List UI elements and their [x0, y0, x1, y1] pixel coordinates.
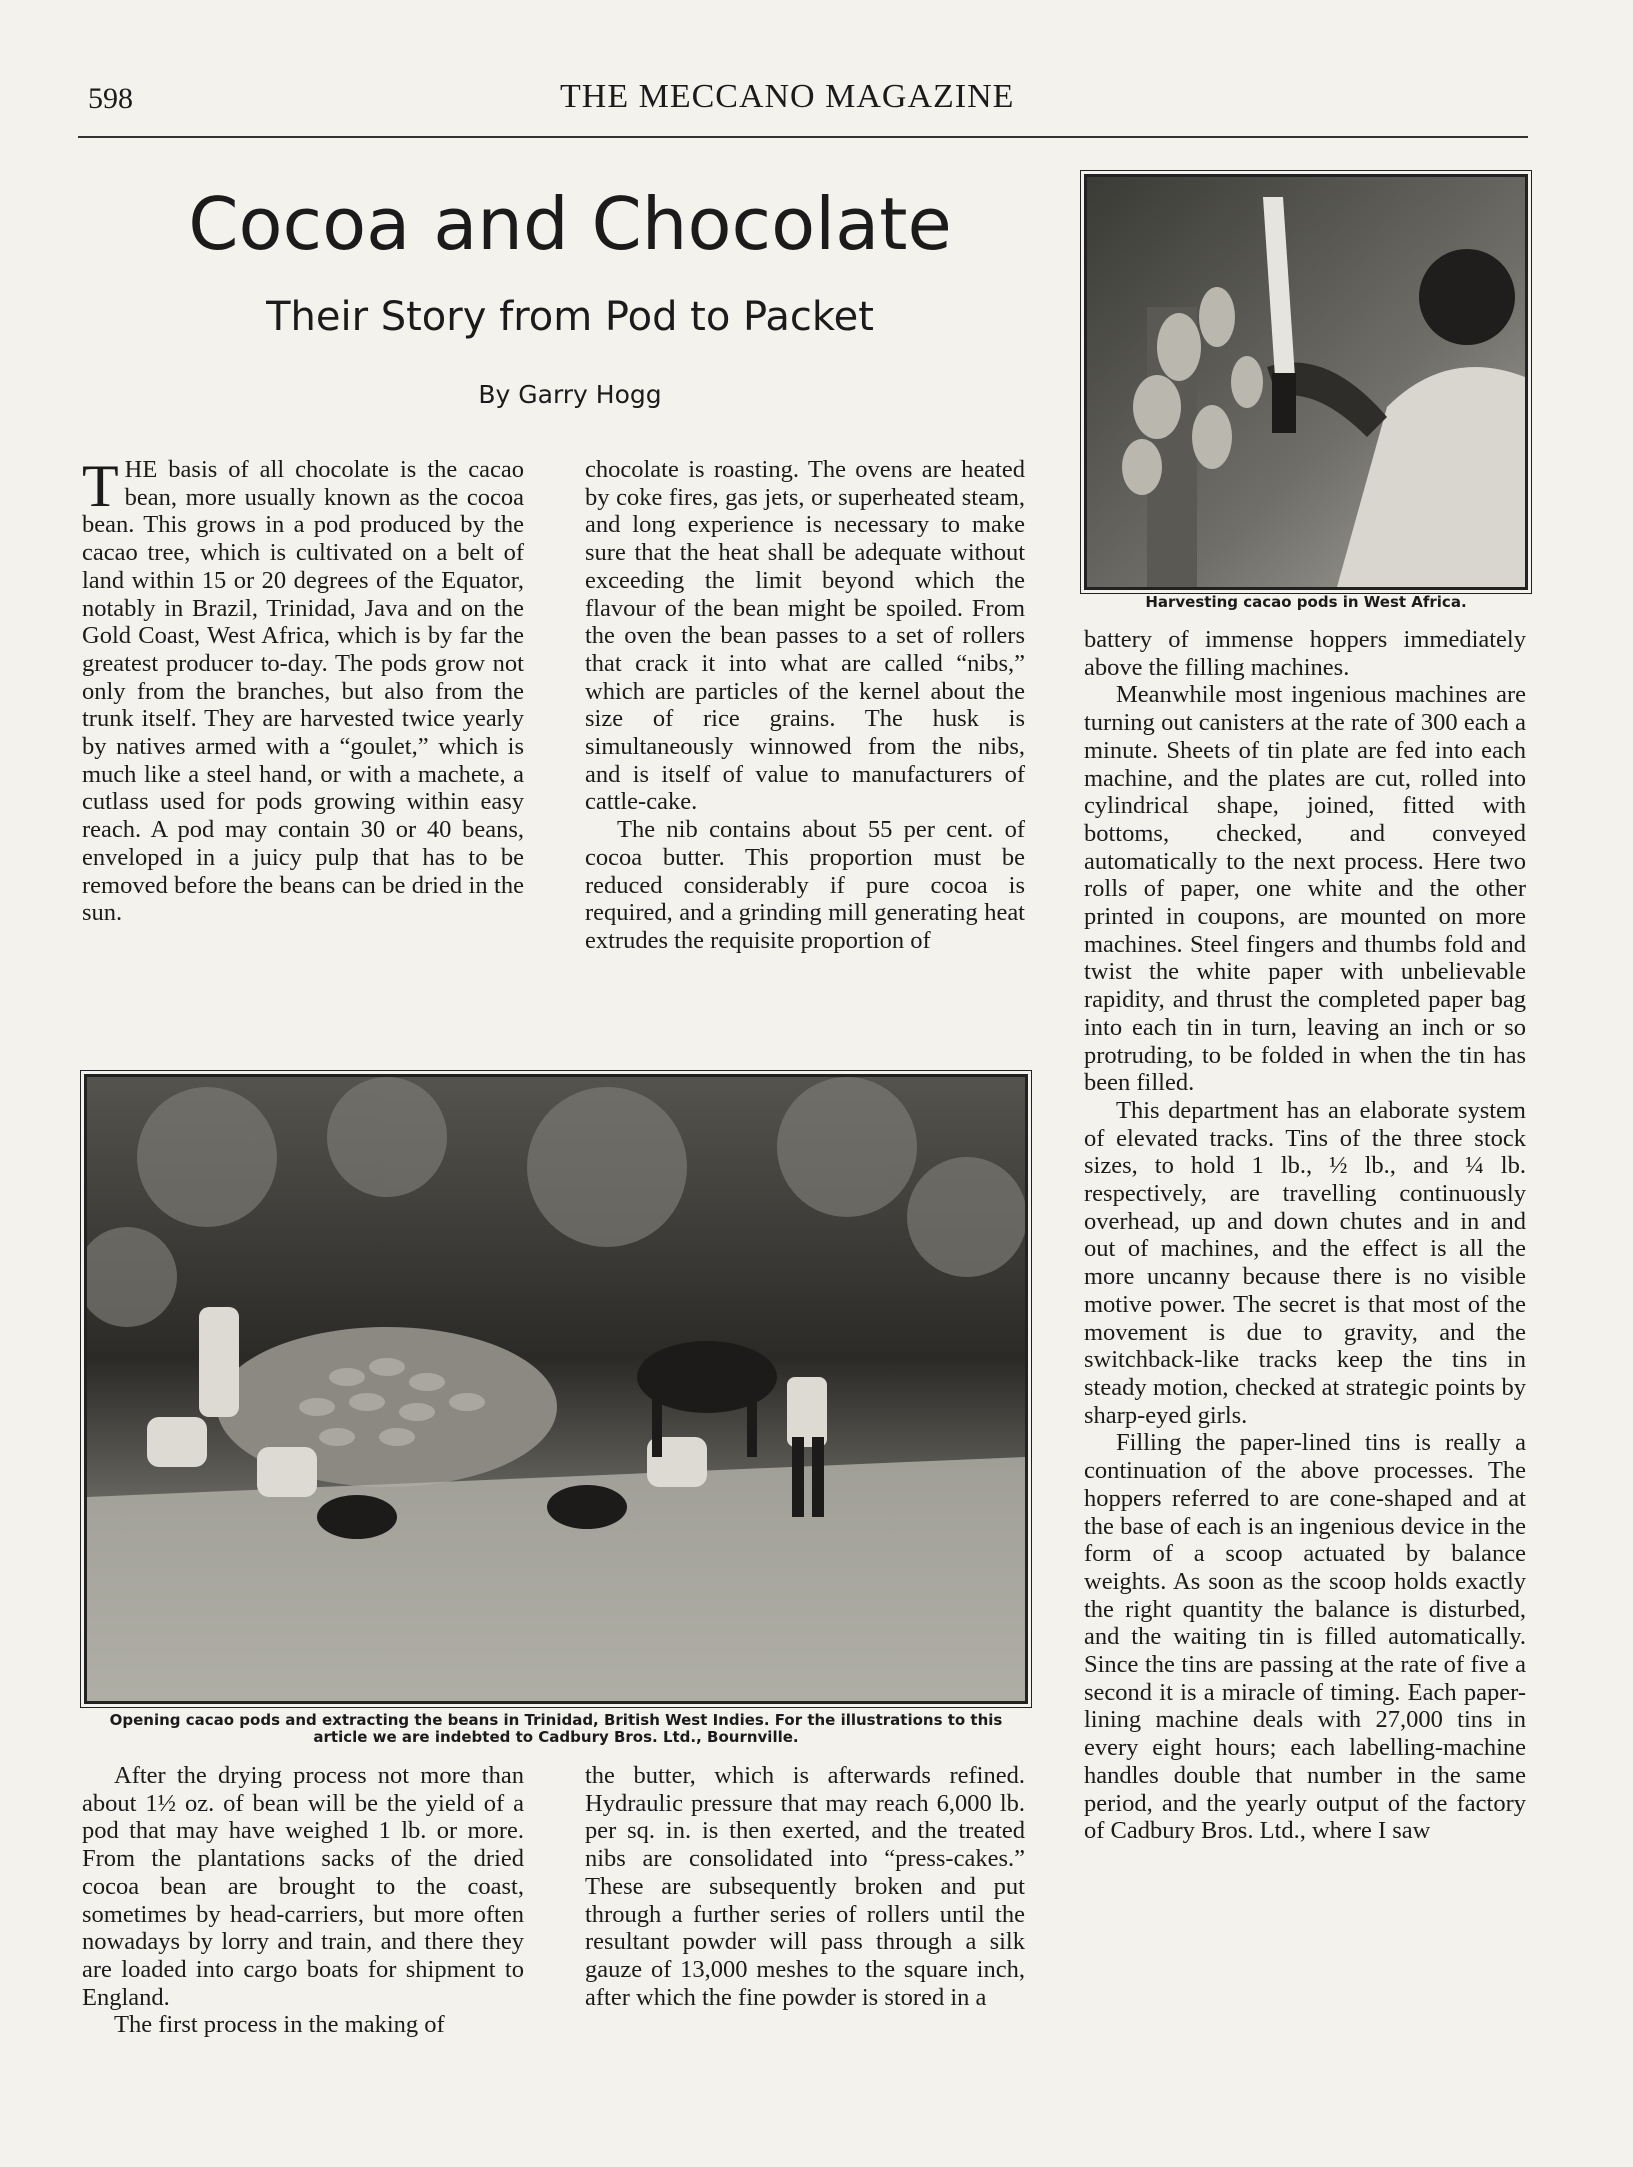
paragraph: Filling the paper-lined tins is really a continuation of the above processes. The hoppers referred to are cone-shaped and at the base of each is an ingenious device in the form of a scoop actuated by balance weights. As soon as the scoop holds exactly the right quantity the balance is disturbed, and the waiting tin is filled automatically. Since the tins are passing at the rate of five a second it is a miracle of timing. Each paper-lining machine deals with 27,000 tins in every eight hours; each labelling-machine handles double that number in the same period, and the yearly output of the factory of Cadbury Bros. Ltd., where I saw — [1084, 1429, 1526, 1845]
drop-cap: T — [82, 453, 119, 519]
column-3 — [1084, 626, 1526, 1845]
photo-opening-cacao-pods — [84, 1074, 1028, 1704]
page-number: 598 — [88, 82, 133, 115]
column-1-bottom — [82, 1762, 524, 2039]
photo-caption-opening-pods: Opening cacao pods and extracting the beans in Trinidad, British West Indies. For the illustrations to this article we are indebted to Cadbury Bros. Ltd., Bournville. — [109, 1711, 1003, 1746]
paragraph: chocolate is roasting. The ovens are heated by coke fires, gas jets, or superheated steam, and long experience is necessary to make sure that the heat shall be adequate without exceeding the limit beyond which the flavour of the bean might be spoiled. From the oven the bean passes to a set of rollers that crack it into what are called “nibs,” which are particles of the kernel about the size of rice grains. The husk is simultaneously winnowed from the nibs, and is itself of value to manufacturers of cattle-cake. — [585, 456, 1025, 816]
header-rule — [78, 136, 1528, 138]
paragraph: the butter, which is afterwards refined. Hydraulic pressure that may reach 6,000 lb. per sq. in. is then exerted, and the treated nibs are consolidated into “press-cakes.” These are subsequently broken and put through a further series of rollers until the resultant powder will pass through a silk gauze of 13,000 meshes to the square inch, after which the fine powder is stored in a — [585, 1762, 1025, 2011]
paragraph: Meanwhile most ingenious machines are turning out canisters at the rate of 300 each a minute. Sheets of tin plate are fed into each machine, and the plates are cut, rolled into cylindrical shape, joined, fitted with bottoms, checked, and conveyed automatically to the next process. Here two rolls of paper, one white and the other printed in coupons, are mounted on more machines. Steel fingers and thumbs fold and twist the white paper with unbelievable rapidity, and thrust the completed paper bag into each tin in turn, leaving an inch or so protruding, to be folded in when the tin has been filled. — [1084, 681, 1526, 1097]
paragraph: THE basis of all chocolate is the cacao bean, more usually known as the cocoa bean. This grows in a pod produced by the cacao tree, which is cultivated on a belt of land within 15 or 20 degrees of the Equator, notably in Brazil, Trinidad, Java and on the Gold Coast, West Africa, which is by far the greatest producer to-day. The pods grow not only from the branches, but also from the trunk itself. They are harvested twice yearly by natives armed with a “goulet,” which is much like a steel hand, or with a machete, a cutlass used for pods growing within easy reach. A pod may contain 30 or 40 beans, enveloped in a juicy pulp that has to be removed before the beans can be dried in the sun. — [82, 453, 524, 927]
paragraph: The nib contains about 55 per cent. of cocoa butter. This proportion must be reduced considerably if pure cocoa is required, and a grinding mill generating heat extrudes the requisite proportion of — [585, 816, 1025, 954]
column-2-bottom — [585, 1762, 1025, 2011]
article-byline: By Garry Hogg — [478, 380, 662, 409]
photo-harvesting-cacao-pods — [1084, 174, 1528, 590]
paragraph: After the drying process not more than about 1½ oz. of bean will be the yield of a pod that may have weighed 1 lb. or more. From the plantations sacks of the dried cocoa bean are brought to the coast, sometimes by head-carriers, but more often nowadays by lorry and train, and there they are loaded into cargo boats for shipment to England. — [82, 1762, 524, 2011]
article-subtitle: Their Story from Pod to Packet — [266, 294, 874, 340]
paragraph: The first process in the making of — [114, 2011, 445, 2039]
column-1-top — [82, 453, 524, 927]
magazine-name: THE MECCANO MAGAZINE — [560, 78, 1015, 115]
column-2-top — [585, 456, 1025, 955]
paragraph: battery of immense hoppers immediately above the filling machines. — [1084, 626, 1526, 681]
paragraph: This department has an elaborate system of elevated tracks. Tins of the three stock sizes, to hold 1 lb., ½ lb., and ¼ lb. respectively, are travelling continuously overhead, up and down chutes and in and out of machines, and the effect is all the more uncanny because there is no visible motive power. The secret is that most of the movement is due to gravity, and the switchback-like tracks keep the tins in steady motion, checked at strategic points by sharp-eyed girls. — [1084, 1096, 1526, 1429]
article-title: Cocoa and Chocolate — [188, 182, 952, 266]
photo-caption-harvesting: Harvesting cacao pods in West Africa. — [1145, 593, 1467, 611]
